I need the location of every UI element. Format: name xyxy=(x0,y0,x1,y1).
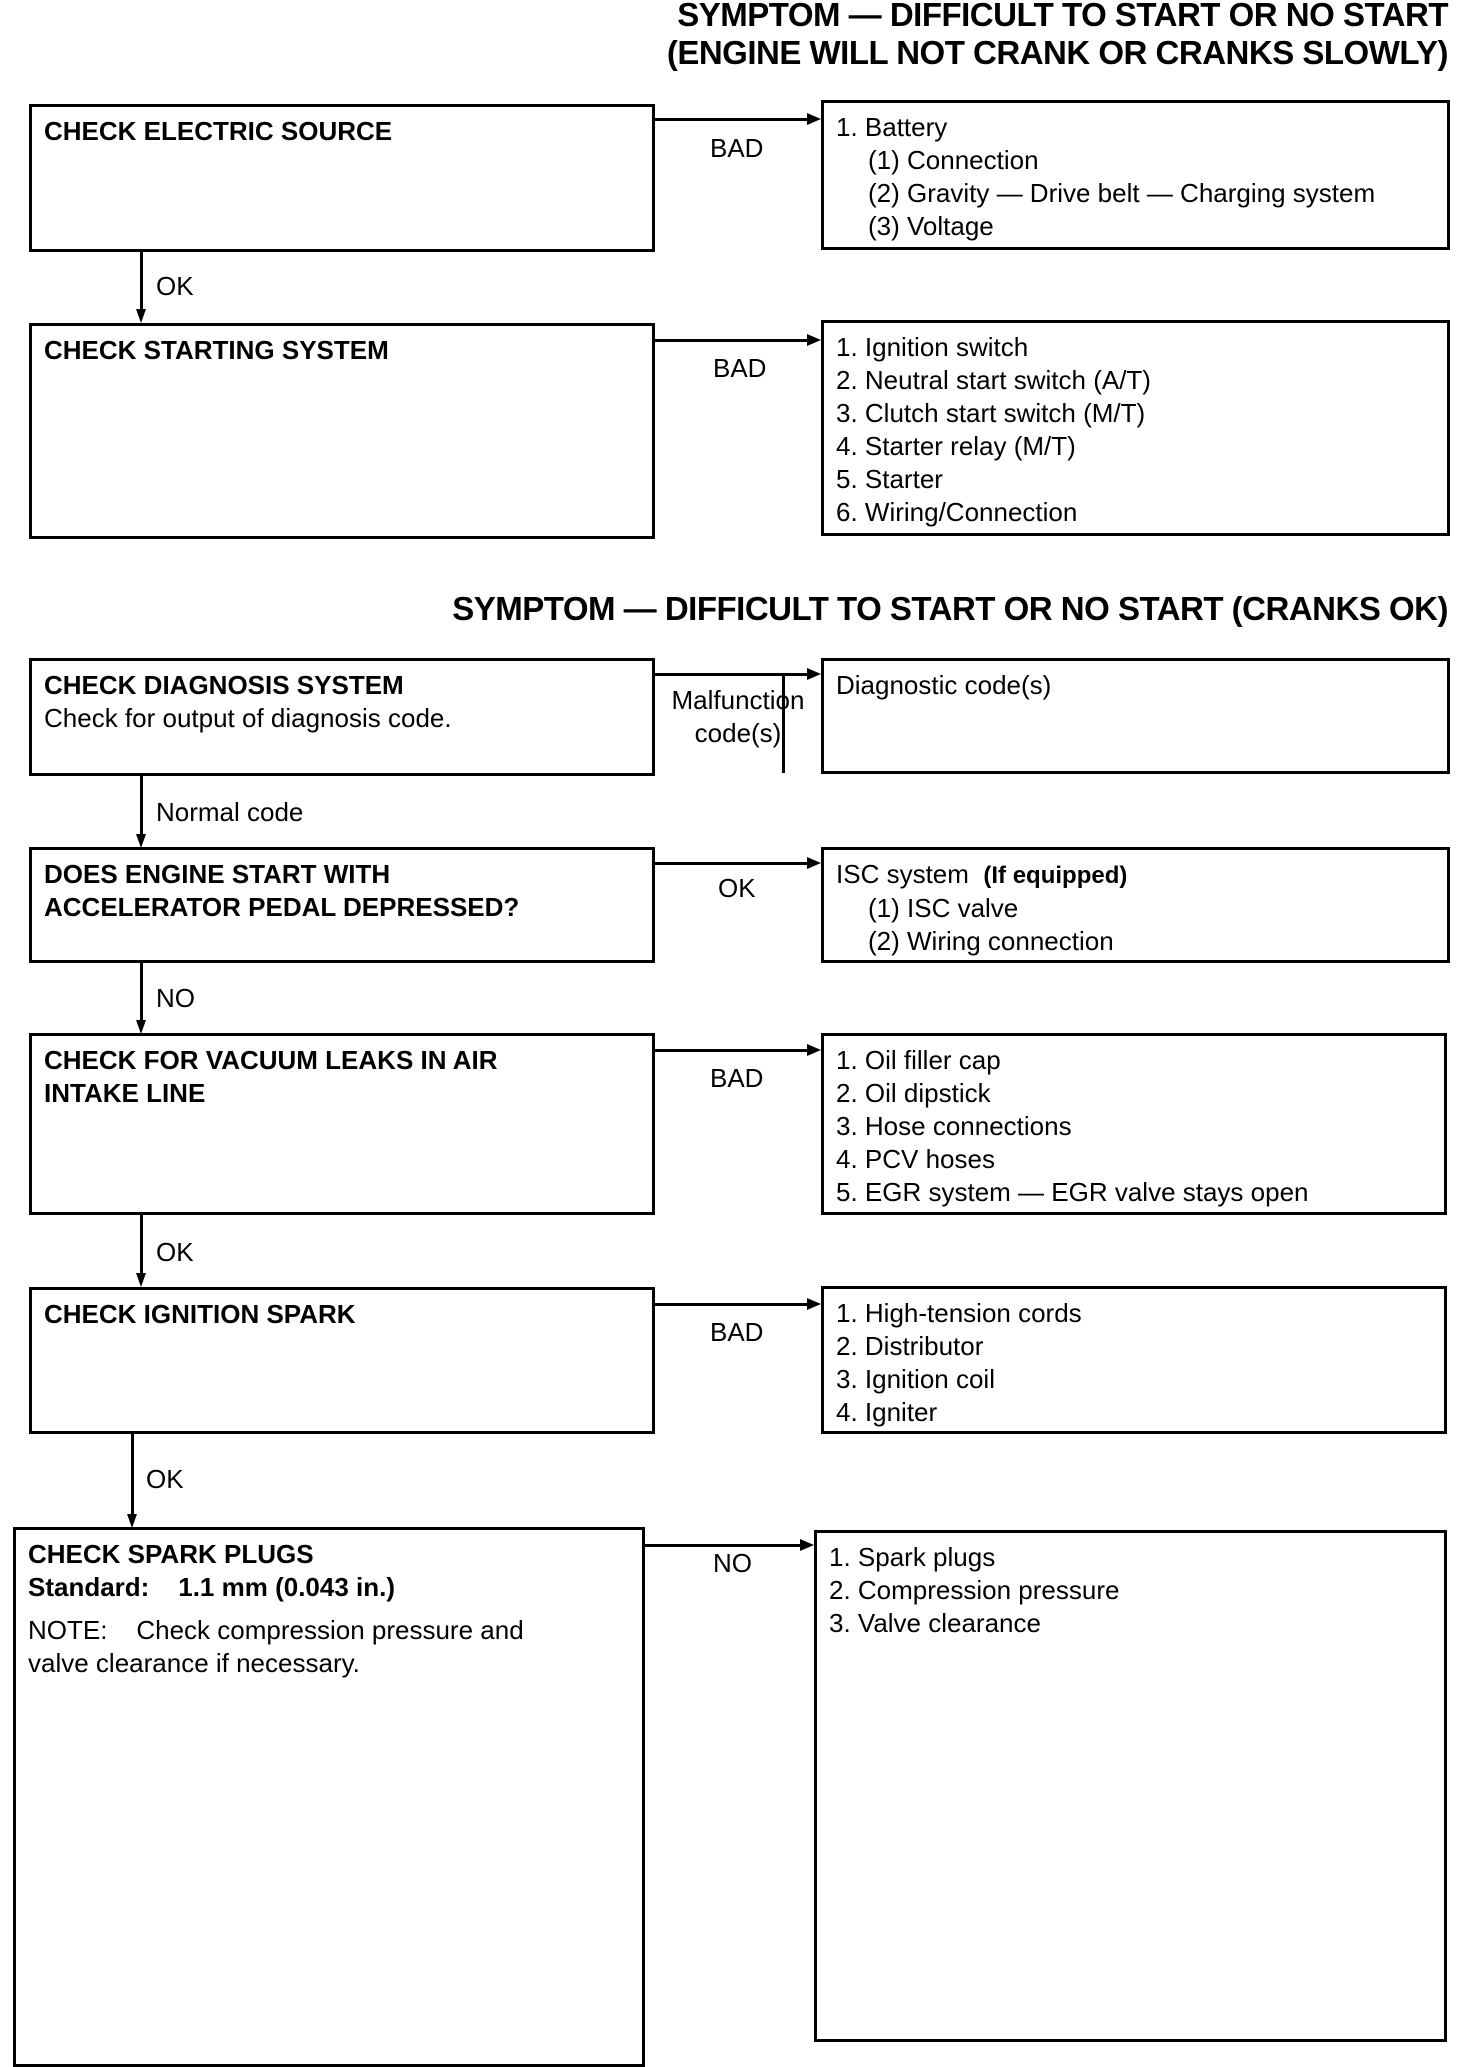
check-starting-system-box xyxy=(29,323,655,539)
cause-item: 4. Igniter xyxy=(836,1397,938,1427)
diagnostic-codes-box xyxy=(821,658,1450,774)
cause-item: 3. Ignition coil xyxy=(836,1364,995,1394)
arrow-right-icon xyxy=(807,1298,821,1310)
step-heading: CHECK IGNITION SPARK xyxy=(44,1299,356,1329)
section1-title-line2: (ENGINE WILL NOT CRANK OR CRANKS SLOWLY) xyxy=(666,34,1448,71)
normal-code-connector xyxy=(140,775,143,835)
cause-item: (2) Wiring connection xyxy=(868,926,1114,956)
branch-label-no: NO xyxy=(713,1548,752,1578)
arrow-down-icon xyxy=(136,1273,146,1287)
arrow-down-icon xyxy=(136,834,146,848)
check-ignition-spark-box xyxy=(29,1287,655,1434)
cause-item: 5. Starter xyxy=(836,464,943,494)
arrow-down-icon xyxy=(136,1020,146,1034)
cause-note: (If equipped) xyxy=(983,862,1128,889)
cause-item: (1) Connection xyxy=(868,145,1039,175)
note-text: Check compression pressure and xyxy=(136,1615,524,1645)
cause-item: 3. Clutch start switch (M/T) xyxy=(836,398,1146,428)
cause-item: 4. Starter relay (M/T) xyxy=(836,431,1076,461)
arrow-right-icon xyxy=(807,668,821,680)
ok-connector xyxy=(140,1214,143,1274)
check-diagnosis-system-box xyxy=(29,658,655,776)
bad-arrow-line xyxy=(654,1303,809,1306)
branch-label-ok: OK xyxy=(146,1464,184,1494)
cause-item: 3. Hose connections xyxy=(836,1111,1072,1141)
cause-item: (2) Gravity — Drive belt — Charging system xyxy=(868,178,1376,208)
branch-label-ok: OK xyxy=(156,271,194,301)
section2-title: SYMPTOM — DIFFICULT TO START OR NO START (CRANKS OK) xyxy=(452,590,1448,627)
cause-item: 1. Ignition switch xyxy=(836,332,1029,362)
cause-item: 1. Battery xyxy=(836,112,948,142)
arrow-right-icon xyxy=(807,334,821,346)
ok-arrow-line xyxy=(654,862,809,865)
standard-label: Standard: xyxy=(28,1572,150,1602)
ok-connector xyxy=(140,251,143,311)
branch-label-ok: OK xyxy=(718,873,756,903)
cause-item: 1. Spark plugs xyxy=(829,1542,996,1572)
cause-item: 5. EGR system — EGR valve stays open xyxy=(836,1177,1309,1207)
branch-label-bad: BAD xyxy=(710,1317,764,1347)
bad-arrow-line xyxy=(654,1049,809,1052)
step-heading: INTAKE LINE xyxy=(44,1078,206,1108)
cause-item: 2. Neutral start switch (A/T) xyxy=(836,365,1151,395)
cause-item: 4. PCV hoses xyxy=(836,1144,995,1174)
step-heading: DOES ENGINE START WITH xyxy=(44,859,391,889)
vacuum-leaks-causes-box xyxy=(821,1033,1447,1215)
arrow-right-icon xyxy=(807,113,821,125)
step-heading: CHECK DIAGNOSIS SYSTEM xyxy=(44,670,404,700)
cause-item: 2. Oil dipstick xyxy=(836,1078,991,1108)
step-heading: CHECK ELECTRIC SOURCE xyxy=(44,116,393,146)
vacuum-leaks-box xyxy=(29,1033,655,1215)
branch-label-ok: OK xyxy=(156,1237,194,1267)
check-electric-source-box xyxy=(29,104,655,252)
step-heading: CHECK SPARK PLUGS xyxy=(28,1539,314,1569)
ok-connector xyxy=(131,1433,134,1515)
cause-item: 1. Oil filler cap xyxy=(836,1045,1001,1075)
accelerator-pedal-box xyxy=(29,847,655,963)
step-heading: CHECK STARTING SYSTEM xyxy=(44,335,389,365)
cause-item: (3) Voltage xyxy=(868,211,994,241)
isc-system-box xyxy=(821,847,1450,963)
starting-system-causes-box xyxy=(821,320,1450,536)
bad-arrow-line xyxy=(654,118,809,121)
cause-item: (1) ISC valve xyxy=(868,893,1019,923)
cause-item: 2. Distributor xyxy=(836,1331,984,1361)
branch-label-bad: BAD xyxy=(710,1063,764,1093)
note-label: NOTE: xyxy=(28,1615,108,1645)
malfunction-arrow-line xyxy=(654,673,809,676)
section1-title-line1: SYMPTOM — DIFFICULT TO START OR NO START xyxy=(677,0,1448,33)
arrow-down-icon xyxy=(127,1514,137,1528)
branch-label-malfunction: Malfunction xyxy=(671,685,805,715)
arrow-right-icon xyxy=(807,857,821,869)
arrow-right-icon xyxy=(807,1044,821,1056)
electric-source-causes-box xyxy=(821,100,1450,250)
note-text: valve clearance if necessary. xyxy=(28,1648,360,1678)
branch-label-normal-code: Normal code xyxy=(156,797,304,827)
cause-item: 3. Valve clearance xyxy=(829,1608,1041,1638)
branch-label-bad: BAD xyxy=(710,133,764,163)
branch-label-codes: code(s) xyxy=(694,718,782,748)
step-subtext: Check for output of diagnosis code. xyxy=(44,703,452,733)
cause-item: Diagnostic code(s) xyxy=(836,670,1052,700)
branch-label-no: NO xyxy=(156,983,195,1013)
branch-label-bad: BAD xyxy=(713,353,767,383)
step-heading: CHECK FOR VACUUM LEAKS IN AIR xyxy=(44,1045,498,1075)
step-heading: ACCELERATOR PEDAL DEPRESSED? xyxy=(44,892,520,922)
cause-item: 6. Wiring/Connection xyxy=(836,497,1078,527)
check-spark-plugs-box xyxy=(13,1527,645,2067)
ignition-spark-causes-box xyxy=(821,1286,1447,1434)
arrow-down-icon xyxy=(136,309,146,323)
arrow-right-icon xyxy=(800,1539,814,1551)
spark-plugs-causes-box xyxy=(814,1530,1447,2042)
no-connector xyxy=(140,962,143,1022)
cause-item: 1. High-tension cords xyxy=(836,1298,1082,1328)
standard-value: 1.1 mm (0.043 in.) xyxy=(178,1572,396,1602)
bad-arrow-line xyxy=(654,339,809,342)
cause-heading: ISC system xyxy=(836,859,969,889)
cause-item: 2. Compression pressure xyxy=(829,1575,1120,1605)
